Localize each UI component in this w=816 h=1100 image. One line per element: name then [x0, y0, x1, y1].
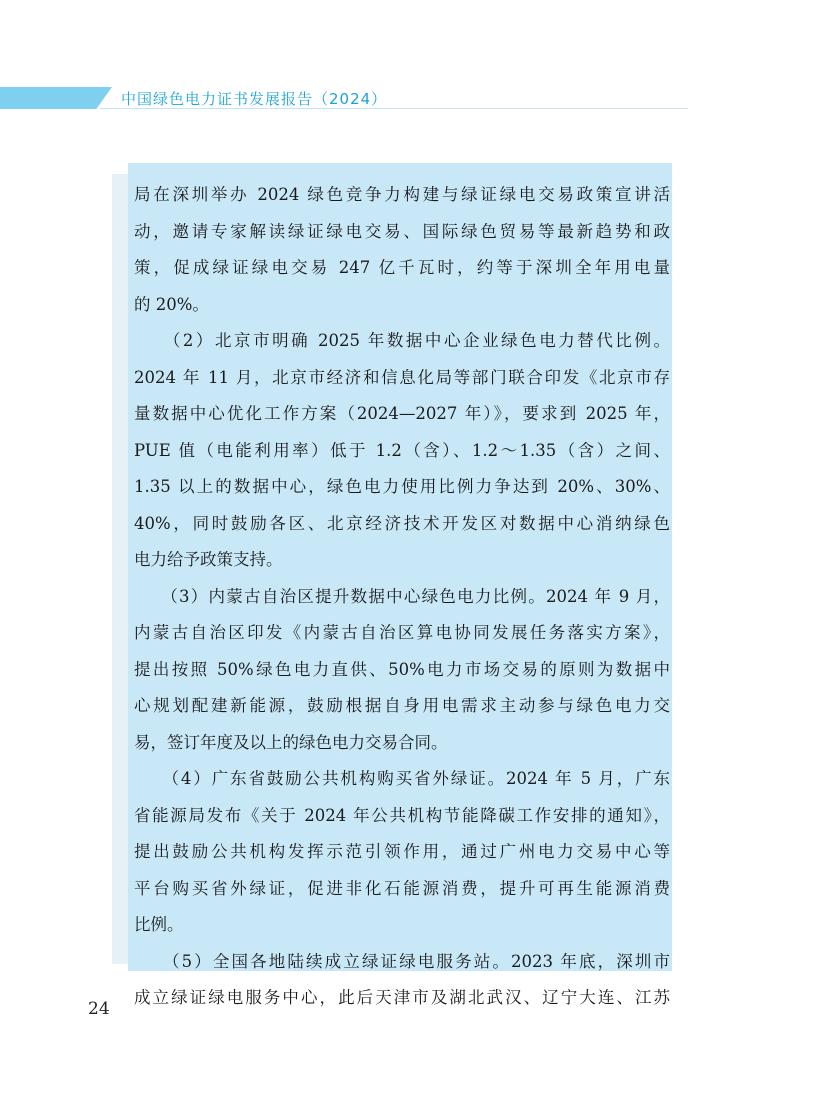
header-rule [100, 108, 688, 109]
text-line: 心规划配建新能源，鼓励根据自身用电需求主动参与绿色电力交 [134, 696, 670, 715]
text-line: 电力给予政策支持。 [134, 550, 283, 569]
text-line: 内蒙古自治区印发《内蒙古自治区算电协同发展任务落实方案》， [134, 623, 670, 642]
body-text [134, 177, 670, 1017]
text-line: 提出按照 50%绿色电力直供、50%电力市场交易的原则为数据中 [134, 659, 670, 679]
running-header-title: 中国绿色电力证书发展报告（2024） [121, 90, 388, 108]
text-line: （3）内蒙古自治区提升数据中心绿色电力比例。2024 年 9 月， [134, 586, 670, 606]
text-line: 1.35 以上的数据中心，绿色电力使用比例力争达到 20%、30%、 [134, 477, 670, 496]
text-line: 策，促成绿证绿电交易 247 亿千瓦时，约等于深圳全年用电量 [134, 258, 670, 277]
header-accent-band [0, 87, 112, 109]
text-line: （4）广东省鼓励公共机构购买省外绿证。2024 年 5 月，广东 [134, 769, 670, 788]
text-line: PUE 值（电能利用率）低于 1.2（含）、1.2～1.35（含）之间、 [134, 440, 670, 460]
text-line: 动，邀请专家解读绿证绿电交易、国际绿色贸易等最新趋势和政 [134, 221, 670, 241]
text-line: 局在深圳举办 2024 绿色竞争力构建与绿证绿电交易政策宣讲活 [134, 185, 670, 204]
text-line: 比例。 [134, 915, 184, 934]
text-line: 的 20%。 [134, 294, 209, 314]
page-number: 24 [88, 999, 110, 1019]
text-line: 省能源局发布《关于 2024 年公共机构节能降碳工作安排的通知》， [134, 805, 670, 825]
text-line: 量数据中心优化工作方案（2024—2027 年）》，要求到 2025 年， [134, 404, 670, 423]
text-line: 平台购买省外绿证，促进非化石能源消费，提升可再生能源消费 [134, 878, 670, 898]
text-line: （2）北京市明确 2025 年数据中心企业绿色电力替代比例。 [134, 331, 670, 350]
text-line: 2024 年 11 月，北京市经济和信息化局等部门联合印发《北京市存 [134, 367, 670, 387]
text-line: 提出鼓励公共机构发挥示范引领作用，通过广州电力交易中心等 [134, 842, 670, 861]
text-line: 成立绿证绿电服务中心，此后天津市及湖北武汉、辽宁大连、江苏 [134, 988, 670, 1007]
text-line: 易，签订年度及以上的绿色电力交易合同。 [134, 732, 448, 752]
text-line: 40%，同时鼓励各区、北京经济技术开发区对数据中心消纳绿色 [134, 513, 670, 533]
text-line: （5）全国各地陆续成立绿证绿电服务站。2023 年底，深圳市 [134, 951, 670, 971]
